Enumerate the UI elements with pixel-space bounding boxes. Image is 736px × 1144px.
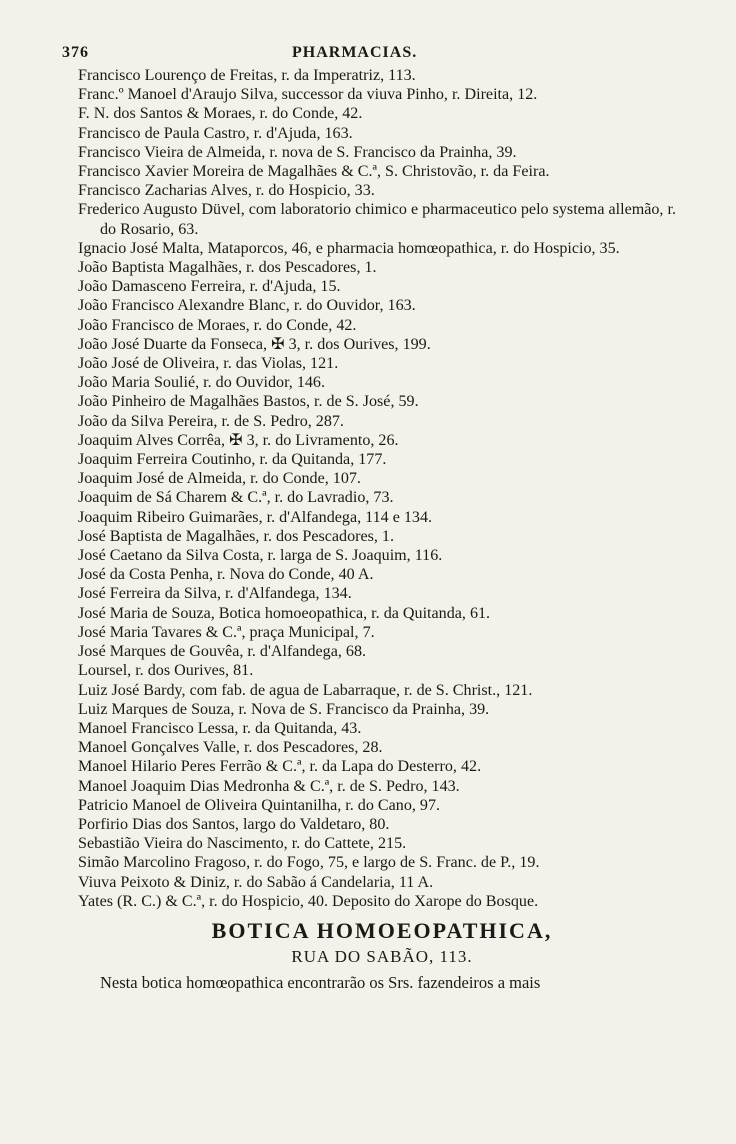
- list-item: João Francisco Alexandre Blanc, r. do Ouvidor, 163.: [78, 297, 416, 315]
- list-item: Joaquim Ribeiro Guimarães, r. d'Alfandega, 114 e 134.: [78, 508, 433, 526]
- list-item: José da Costa Penha, r. Nova do Conde, 40 A.: [78, 566, 374, 584]
- running-head: [62, 44, 676, 66]
- list-item: Sebastião Vieira do Nascimento, r. do Cattete, 215.: [78, 835, 407, 853]
- list-item: Franc.º Manoel d'Araujo Silva, successor da viuva Pinho, r. Direita, 12.: [78, 86, 538, 104]
- list-item: Manoel Hilario Peres Ferrão & C.ª, r. da Lapa do Desterro, 42.: [78, 758, 482, 776]
- list-item: José Caetano da Silva Costa, r. larga de S. Joaquim, 116.: [78, 547, 443, 565]
- page-title: PHARMACIAS.: [292, 44, 418, 61]
- list-item: Frederico Augusto Düvel, com laboratorio chimico e pharmaceutico pelo systema allemão, r. do Rosario, 63.: [78, 201, 676, 238]
- list-item: Francisco Zacharias Alves, r. do Hospicio, 33.: [78, 182, 375, 200]
- notice-paragraph: Nesta botica homœopathica encontrarão os Srs. fazendeiros a mais: [100, 972, 541, 992]
- list-item: Francisco Xavier Moreira de Magalhães & C.ª, S. Christovão, r. da Feira.: [78, 163, 550, 181]
- list-item: João Maria Soulié, r. do Ouvidor, 146.: [78, 374, 325, 392]
- list-item: José Ferreira da Silva, r. d'Alfandega, 134.: [78, 585, 352, 603]
- list-item: Francisco Vieira de Almeida, r. nova de S. Francisco da Prainha, 39.: [78, 143, 517, 161]
- notice-heading: BOTICA HOMOEOPATHICA,: [211, 917, 553, 943]
- list-item: Loursel, r. dos Ourives, 81.: [78, 662, 254, 680]
- list-item: Luiz José Bardy, com fab. de agua de Labarraque, r. de S. Christ., 121.: [78, 681, 533, 699]
- list-item: José Marques de Gouvêa, r. d'Alfandega, 68.: [78, 643, 367, 661]
- list-item: Joaquim Ferreira Coutinho, r. da Quitanda, 177.: [78, 451, 387, 469]
- list-item: Manoel Gonçalves Valle, r. dos Pescadores, 28.: [78, 739, 383, 757]
- list-item: João José Duarte da Fonseca, ✠ 3, r. dos Ourives, 199.: [78, 335, 431, 353]
- list-item: Manoel Francisco Lessa, r. da Quitanda, 43.: [78, 719, 362, 737]
- page-number: 376: [62, 44, 89, 61]
- list-item: F. N. dos Santos & Moraes, r. do Conde, 42.: [78, 105, 363, 123]
- list-item: José Maria Tavares & C.ª, praça Municipal, 7.: [78, 623, 375, 641]
- list-item: João da Silva Pereira, r. de S. Pedro, 287.: [78, 412, 344, 430]
- list-item: João Damasceno Ferreira, r. d'Ajuda, 15.: [78, 278, 341, 296]
- list-item: Yates (R. C.) & C.ª, r. do Hospicio, 40. Deposito do Xarope do Bosque.: [78, 892, 539, 910]
- list-item: João Pinheiro de Magalhães Bastos, r. de S. José, 59.: [78, 393, 419, 411]
- list-item: João Baptista Magalhães, r. dos Pescadores, 1.: [78, 259, 377, 277]
- list-item: Joaquim José de Almeida, r. do Conde, 107.: [78, 470, 361, 488]
- list-item: Simão Marcolino Fragoso, r. do Fogo, 75, e largo de S. Franc. de P., 19.: [78, 854, 540, 872]
- notice-address: RUA DO SABÃO, 113.: [291, 946, 473, 966]
- list-item: José Baptista de Magalhães, r. dos Pescadores, 1.: [78, 527, 394, 545]
- list-item: Luiz Marques de Souza, r. Nova de S. Francisco da Prainha, 39.: [78, 700, 490, 718]
- list-item: Porfirio Dias dos Santos, largo do Valdetaro, 80.: [78, 815, 390, 833]
- list-item: Patricio Manoel de Oliveira Quintanilha, r. do Cano, 97.: [78, 796, 441, 814]
- list-item: Joaquim de Sá Charem & C.ª, r. do Lavradio, 73.: [78, 489, 394, 507]
- list-item: Ignacio José Malta, Mataporcos, 46, e pharmacia homœopathica, r. do Hospicio, 35.: [78, 239, 620, 257]
- pharmacy-list: [78, 66, 676, 911]
- list-item: Manoel Joaquim Dias Medronha & C.ª, r. de S. Pedro, 143.: [78, 777, 460, 795]
- list-item: José Maria de Souza, Botica homoeopathica, r. da Quitanda, 61.: [78, 604, 491, 622]
- list-item: João José de Oliveira, r. das Violas, 121.: [78, 355, 339, 373]
- list-item: Joaquim Alves Corrêa, ✠ 3, r. do Livramento, 26.: [78, 431, 399, 449]
- list-item: João Francisco de Moraes, r. do Conde, 42.: [78, 316, 357, 334]
- list-item: Francisco de Paula Castro, r. d'Ajuda, 163.: [78, 124, 353, 142]
- list-item: Francisco Lourenço de Freitas, r. da Imperatriz, 113.: [78, 67, 416, 84]
- list-item: Viuva Peixoto & Diniz, r. do Sabão á Candelaria, 11 A.: [78, 873, 434, 891]
